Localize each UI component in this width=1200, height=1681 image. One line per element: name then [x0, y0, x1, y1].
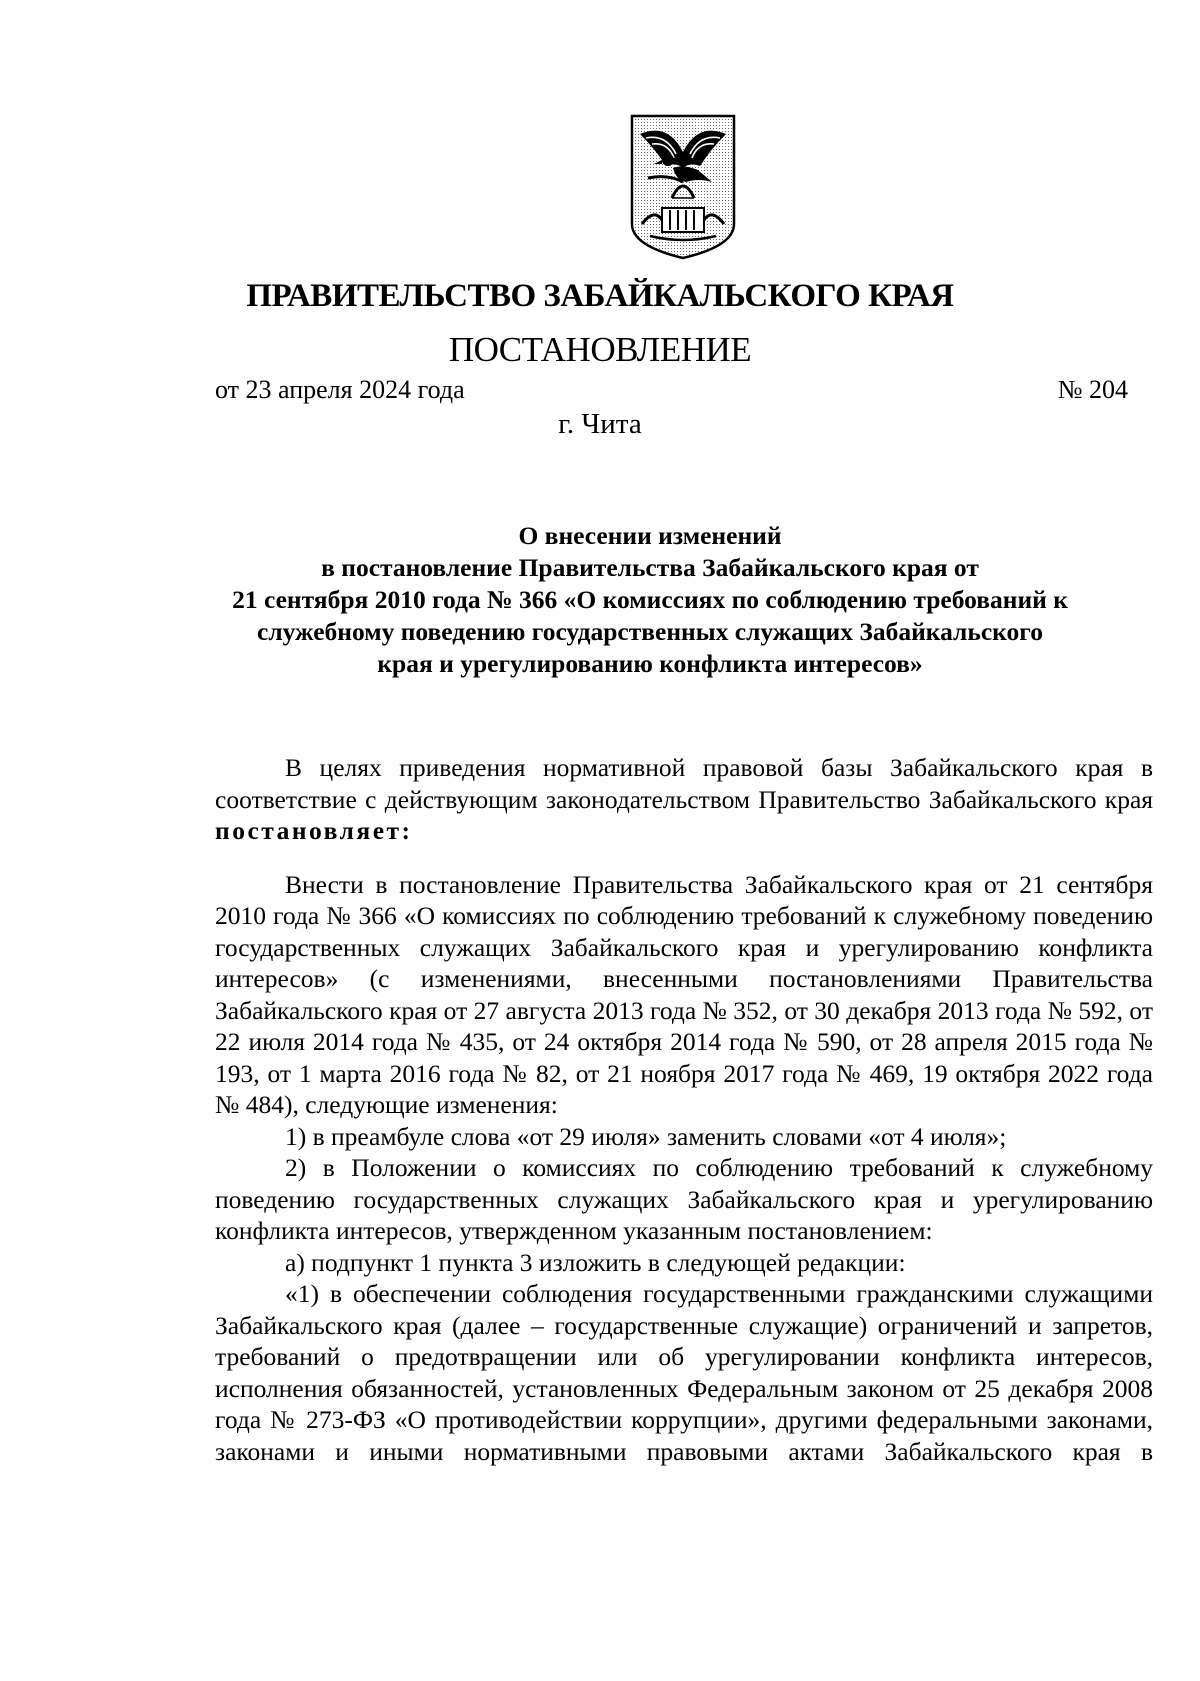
document-number: № 204 — [1057, 375, 1128, 404]
subject-line: О внесении изменений — [518, 521, 782, 550]
document-subject — [150, 520, 1150, 680]
preamble-paragraph — [215, 752, 1153, 847]
body-paragraph: 1) в преамбуле слова «от 29 июля» заменить словами «от 4 июля»; — [285, 1121, 1007, 1151]
document-type: ПОСТАНОВЛЕНИЕ — [448, 330, 752, 369]
subject-line: 21 сентября 2010 года № 366 «О комиссиях по соблюдению требований к — [232, 585, 1068, 614]
preamble-verb: постановляет: — [215, 816, 413, 845]
body-paragraph: 2) в Положении о комиссиях по соблюдению требований к служебному поведению государственных служащих Забайкальского края и урегулированию конфликта интересов, утвержденном указанным постановлением: — [215, 1153, 1153, 1245]
subject-line: края и урегулированию конфликта интересов» — [377, 649, 923, 678]
body-paragraph: Внести в постановление Правительства Забайкальского края от 21 сентября 2010 года № 366 «О комиссиях по соблюдению требований к служебному поведению государственных служащих Забайкальского края и урегулированию конфликта интересов» (с изменениями, внесенными постановлениями Правительства Забайкальского края от 27 августа 2013 года № 352, от 30 декабря 2013 года № 592, от 22 июля 2014 года № 435, от 24 октября 2014 года № 590, от 28 апреля 2015 года № 193, от 1 марта 2016 года № 82, от 21 ноября 2017 года № 469, 19 октября 2022 года № 484), следующие изменения: — [215, 869, 1153, 1119]
document-date: от 23 апреля 2024 года — [215, 375, 465, 404]
government-title: ПРАВИТЕЛЬСТВО ЗАБАЙКАЛЬСКОГО КРАЯ — [246, 278, 954, 314]
document-city: г. Чита — [558, 408, 642, 440]
subject-line: в постановление Правительства Забайкальского края от — [321, 553, 979, 582]
subject-line: служебному поведению государственных служащих Забайкальского — [257, 617, 1043, 646]
body-paragraph: «1) в обеспечении соблюдения государственными гражданскими служащими Забайкальского края (далее – государственные служащие) ограничений и запретов, требований о предотвращении или об урегулировании конфликта интересов, исполнения обязанностей, установленных Федеральным законом от 25 декабря 2008 года № 273-ФЗ «О противодействии коррупции», другими федеральными законами, законами и иными нормативными правовыми актами Забайкальского края в — [215, 1279, 1153, 1466]
preamble-text: В целях приведения нормативной правовой базы Забайкальского края в соответствие с действующим законодательством Правительство Забайкальского края — [215, 753, 1153, 814]
body-paragraph: а) подпункт 1 пункта 3 изложить в следующей редакции: — [285, 1247, 906, 1277]
document-body — [215, 752, 1153, 1467]
coat-of-arms-icon — [628, 112, 738, 262]
